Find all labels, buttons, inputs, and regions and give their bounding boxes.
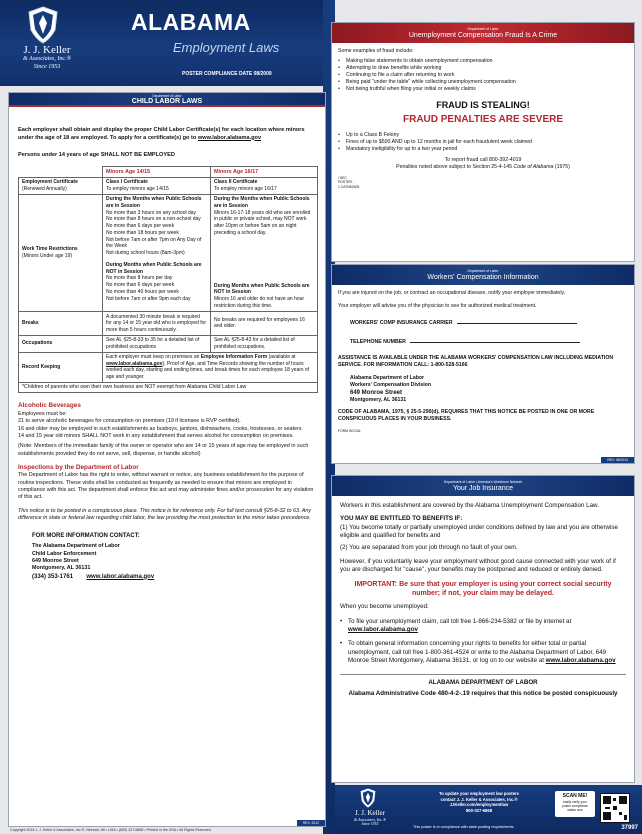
copyright: Copyright 2014 J. J. Keller & Associates, Inc.®, Neenah, WI • USA • (800) 327-6868 • Printed in the USA • All Rights Reserved. — [10, 828, 212, 832]
unemp-when: When you become unemployed: — [340, 603, 429, 611]
occ-14: See AL §25-8-33 to 35 for a detailed list of prohibited occupations — [103, 335, 211, 352]
list-item: • Attempting to draw benefits while working — [338, 65, 628, 72]
compliance-date: POSTER COMPLIANCE DATE 08/2009 — [182, 71, 272, 77]
under-14-rule: Persons under 14 years of age SHALL NOT BE EMPLOYED — [18, 152, 175, 159]
list-item: • Making false statements to obtain unemployment compensation — [338, 58, 628, 65]
col-minors-14-15: Minors Age 14/15 — [103, 166, 211, 177]
info-link[interactable]: www.labor.alabama.gov — [545, 657, 616, 665]
row-label-work-time: Work Time Restrictions (Minors Under age 19) — [19, 194, 103, 312]
job-insurance-section — [331, 475, 635, 783]
row-label-occupations: Occupations — [19, 335, 103, 352]
poster-code: 37997 — [621, 825, 638, 831]
work-14: During the Months when Public Schools are in Session No more than 3 hours on any school day No more than 8 hours on a non-school day No more than 6 days per week No more than 18 hours per week Not before 7am or after 7pm on Any Day of the Week Not during school hours (8am-3pm) During Months when Public Schools are NOT in Session No more than 8 hours per day No more than 6 days per week No more than 40 hours per week Not before 7am or after 9pm each day — [103, 194, 211, 312]
update-info: To update your employment law posters contact J. J. Keller & Associates, Inc.® JJKeller.com/employmentlaw 800-327-6868 — [439, 791, 519, 814]
row-label-breaks: Breaks — [19, 312, 103, 336]
fraud-intro: Some examples of fraud include: — [338, 48, 414, 54]
bottom-brand: J. J. Keller & Associates, Inc.® Since 1953 — [353, 809, 387, 826]
cert-16: Class II Certificate To employ minors age 16/17 — [211, 177, 318, 194]
phone-field: TELEPHONE NUMBER — [338, 339, 628, 346]
list-item: • Not being truthful when filing your initial or weekly claims — [338, 86, 628, 93]
section-title: CHILD LABOR LAWS — [131, 98, 203, 105]
claim-link[interactable]: www.labor.alabama.gov — [348, 626, 418, 634]
qr-code-icon[interactable] — [600, 793, 630, 823]
alcohol-rule-1: 21 to serve alcoholic beverages for consumption on premises (19 if licensee is RVP certified). — [18, 418, 241, 425]
workers-comp-title: Workers' Compensation Information — [427, 274, 539, 281]
jj-keller-shield-icon — [26, 6, 60, 44]
alcohol-note: (Note: Members of the immediate family of the owner or operator who are 14 or 15 years of age may be employed in such establishments provided they do not serve, sell, dispense, or handle alcohol) — [18, 443, 309, 457]
record-link[interactable]: www.labor.alabama.gov — [106, 360, 163, 367]
list-item: • Continuing to file a claim after returning to work — [338, 72, 628, 79]
brand-line2: & Associates, Inc.® — [22, 56, 72, 62]
list-item: • To file your unemployment claim, call toll free 1-866-234-5382 or file by internet at www.labor.alabama.gov — [340, 618, 626, 635]
poster-subtitle: Employment Laws — [173, 40, 280, 55]
workers-address: Alabama Department of Labor Workers' Compensation Division 649 Monroe Street Montgomery, AL 36131 — [350, 375, 431, 404]
fraud-stealing: FRAUD IS STEALING! — [436, 100, 530, 111]
posting-note: This notice is to be posted in a conspicuous place. This notice is for reference only. For full text consult §25-8-32 to 63. Any difference in state or federal law regarding child labor, the law providing the most protection to the minor takes precedence. — [18, 507, 312, 521]
unemp-steps — [340, 618, 626, 666]
fraud-section — [331, 22, 635, 262]
alcohol-heading: Alcoholic Beverages — [18, 402, 81, 410]
occ-16: See AL §25-8-43 for a detailed list of prohibited occupations. — [211, 335, 318, 352]
unemp-important: IMPORTANT: Be sure that your employer is using your correct social security number; if not, your claim may be delayed. — [354, 580, 612, 597]
breaks-14: A documented 30 minute break is required for any 14 or 15 year old who is employed for more than 5 hours continuously. — [103, 312, 211, 336]
contact-link[interactable]: www.labor.alabama.gov — [86, 573, 155, 580]
list-item: • To obtain general information concerning your rights to benefits for either total or partial unemployment, call toll free 1-800-361-4524 or write to the Alabama Department of Labor, 649 Monroe Street Montgomery, Alabama 36131, or log on to our website at www.labor.alabama.gov — [340, 640, 626, 665]
cert-14: Class I Certificate To employ minors age 14/15 — [103, 177, 211, 194]
state-title: ALABAMA — [131, 9, 251, 35]
workers-form: FORM WCC#1 — [338, 429, 361, 434]
contact-phone: (334) 353-1761 — [32, 573, 74, 580]
bottom-bar — [335, 785, 642, 834]
fraud-title: Unemployment Compensation Fraud Is A Crime — [408, 32, 558, 39]
child-labor-section — [8, 92, 326, 827]
workers-p1: If you are injured on the job, or contract an occupational disease, notify your employer immediately. — [338, 290, 566, 296]
list-item: • Up to a Class B Felony — [338, 132, 628, 139]
brand-name — [7, 44, 87, 70]
workers-assist: ASSISTANCE IS AVAILABLE UNDER THE ALABAMA WORKERS' COMPENSATION LAW INCLUDING MEDIATION SERVICE. FOR INFORMATION CALL: 1-800-528-5166 — [338, 355, 614, 369]
inspections-heading: Inspections by the Department of Labor — [18, 463, 139, 471]
fraud-header: Department of Labor Unemployment Compensation Fraud Is A Crime — [332, 23, 634, 43]
brand-since: Since 1953 — [33, 64, 61, 70]
child-labor-header — [9, 93, 325, 107]
alcohol-rule-2: 16 and older may be employed in such establishments as busboys, janitors, dishwashers, cooks, hostesses, or seaters. — [18, 425, 303, 432]
child-rev: REV. 2012 — [297, 820, 325, 826]
exemption-note: *Children of parents who own their own business are NOT exempt from Alabama Child Labor Law — [19, 382, 318, 393]
unemp-entitled: YOU MAY BE ENTITLED TO BENEFITS IF: — [340, 515, 463, 523]
row-label-record-keeping: Record Keeping — [19, 352, 103, 382]
alcohol-rule-3: 14 and 15 year old minors SHALL NOT work in any establishment that serves alcohol for consumption on premises. — [18, 432, 294, 439]
brand-line1: J. J. Keller — [23, 44, 71, 56]
breaks-16: No breaks are required for employees 16 and older. — [211, 312, 318, 336]
jj-keller-shield-icon — [359, 788, 377, 808]
section-dept: Department of Labor — [152, 94, 182, 98]
compliance-note: This poster is in compliance with state posting requirements. — [413, 825, 515, 829]
row-label-certificate: Employment Certificate (Renewed Annually) — [19, 177, 103, 194]
job-insurance-title: Your Job Insurance — [452, 485, 514, 492]
child-labor-table — [18, 166, 318, 394]
record-keeping-text: Each employer must keep on premises an Employee Information Form (available at www.labor.alabama.gov), Proof of Age, and Time Records showing the number of hours worked each day, starting and ending times, and break times for each employee 18 years of age and younger. — [103, 352, 318, 382]
list-item: • Fines of up to $500 AND up to 12 months in jail for each fraudulent week claimed — [338, 139, 628, 146]
list-item: • Mandatory ineligibility for up to a two year period — [338, 146, 628, 153]
fraud-report: To report fraud call 800-392-4019 — [444, 156, 522, 163]
work-16: During the Months when Public Schools are in Session Minors 16-17-18 years old who are enrolled in public or private school, may NOT work after 10pm or before 5am on an night preceding a school day. During Months when Public Schools are NOT in Session Minors 16 and older do not have an hour restriction during this time. — [211, 194, 318, 312]
workers-comp-section — [331, 264, 635, 464]
workers-rev: REV. 06/2012 — [601, 457, 634, 463]
fraud-form-code: I SEC POSTER - 1 CATN52405 — [338, 175, 360, 189]
workers-p2: Your employer will advise you of the physician to see for authorized medical treatment. — [338, 303, 537, 310]
workers-code: CODE OF ALABAMA, 1975, § 25-5-290(d), REQUIRES THAT THIS NOTICE BE POSTED IN ONE OR MORE CONSPICUOUS PLACES IN YOUR BUSINESS. — [338, 409, 595, 423]
list-item: • Being paid "under the table" while collecting unemployment compensation — [338, 79, 628, 86]
fraud-penalties: FRAUD PENALTIES ARE SEVERE — [402, 114, 564, 126]
contact-block: FOR MORE INFORMATION CONTACT: The Alabama Department of Labor Child Labor Enforcement 649 Monroe Street Montgomery, AL 36131 (334) 353-1761 www.labor.alabama.gov — [18, 532, 316, 580]
workers-comp-header: Department of Labor Workers' Compensation Information — [332, 265, 634, 285]
unemp-intro: Workers in this establishment are covered by the Alabama Unemployment Compensation Law. — [340, 502, 599, 509]
labor-link[interactable]: www.labor.alabama.gov — [197, 134, 262, 141]
unemp-footer: ALABAMA DEPARTMENT OF LABOR Alabama Administrative Code 480-4-2-.19 requires that this notice be posted conspicuously — [340, 674, 626, 699]
penalty-list — [338, 132, 628, 153]
unemp-e2: (2) You are separated from your job through no fault of your own. — [340, 544, 518, 552]
fraud-examples — [338, 58, 628, 93]
carrier-field: WORKERS' COMP INSURANCE CARRIER — [338, 320, 628, 327]
child-intro: Each employer shall obtain and display the proper Child Labor Certificate(s) for each location where minors under the age of 18 are employed. To apply for a certificate(s) go to www.labor.alabama.gov — [18, 127, 305, 141]
alcohol-intro: Employees must be: — [18, 411, 67, 418]
col-minors-16-17: Minors Age 16/17 — [211, 166, 318, 177]
fraud-penalty-note: Penalties noted above subject to Section 25-4-145 Code of Alabama (1975) — [396, 163, 570, 170]
inspections-body: The Department of Labor has the right to enter, without warrant or notice, any business establishment for the purpose of routine inspections. These visits shall be conducted as frequently as needed to ensure that minors are employed in compliance with this act. The department shall enforce this act and may administer fines and/or prosecution for any violation of this act. — [18, 472, 314, 501]
unemp-however: However, if you voluntarily leave your employment without good cause connected with your work of if you are discharged for "cause", your benefits may be postponed and reduced or entirely denied. — [340, 557, 616, 574]
contact-heading: FOR MORE INFORMATION CONTACT: — [32, 533, 140, 540]
unemp-e1: (1) You become totally or partially unemployed under conditions defined by law and you are otherwise eligible and qualified for benefits and — [340, 523, 618, 540]
scan-me-box: SCAN ME! easily verify your poster compliance status now — [555, 791, 595, 817]
job-insurance-header: Department of Labor • America's Workforce Network Your Job Insurance — [332, 476, 634, 496]
poster-header — [0, 0, 323, 86]
